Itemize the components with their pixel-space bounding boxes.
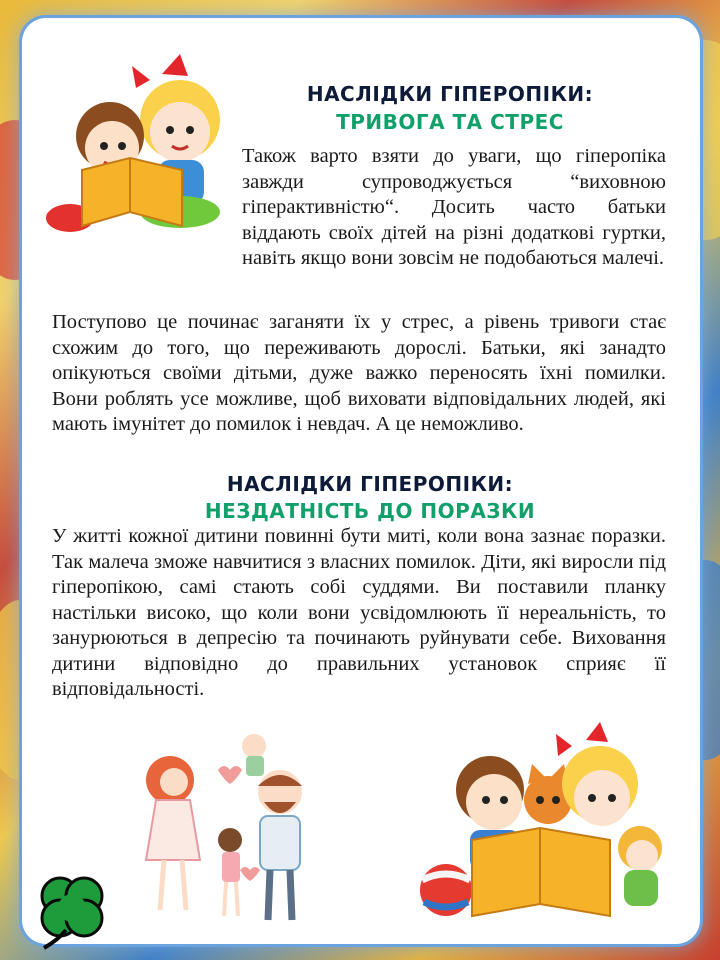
section1-paragraph-top: Також варто взяти до уваги, що гіперопіка завжди супроводжується “виховною гіперактивністю“. Досить часто батьки віддають своїх дітей на різні додаткові гуртки, навіть якщо вони зовсім не подобаються малечі.: [242, 145, 666, 269]
section1-paragraph-main: Поступово це починає заганяти їх у стрес, а рівень тривоги стає схожим до того, що переживають дорослі. Батьки, які занадто опікуються своїми дітьми, дуже важко переносять їхні помилки. Вони роблять усе можливе, щоб виховати відповідальних людей, які мають імунітет до помилок і невдач. А це неможливо.: [52, 311, 666, 435]
section2-paragraph: У житті кожної дитини повинні бути миті, коли вона зазнає поразки. Так малеча зможе навчитися з власних помилок. Діти, які виросли під гіперопікою, самі стають собі суддями. Ви поставили планку настільки високо, що коли вони усвідомлюють її нереальність, то занурюються в депресію та починають руйнувати себе. Виховання дитини відповідно до правильних установок сприяє її відповідальності.: [52, 525, 666, 700]
family-illustration: [130, 730, 330, 930]
clover-icon: [30, 868, 114, 952]
kids-reading-illustration: [30, 40, 240, 240]
section1-title: НАСЛІДКИ ГІПЕРОПІКИ:: [306, 82, 594, 106]
section2-title: НАСЛІДКИ ГІПЕРОПІКИ:: [226, 472, 514, 496]
section2-subtitle: НЕЗДАТНІСТЬ ДО ПОРАЗКИ: [204, 499, 536, 523]
children-with-cat-reading-illustration: [410, 720, 680, 930]
section1-subtitle: ТРИВОГА ТА СТРЕС: [336, 110, 564, 134]
